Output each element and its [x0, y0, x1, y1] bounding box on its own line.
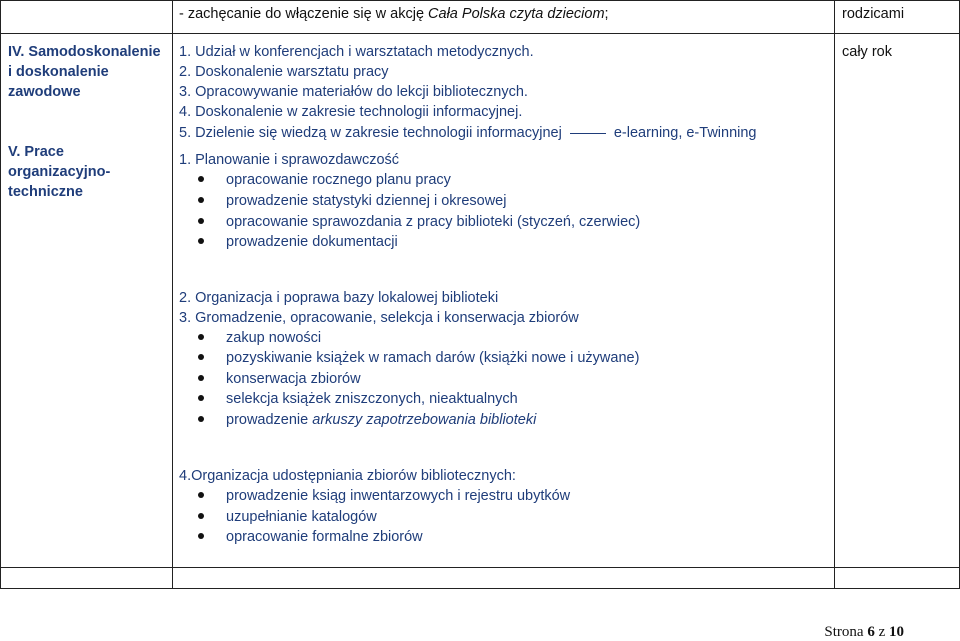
page-number: Strona 6 z 10 [824, 624, 904, 640]
access-header: 4.Organizacja udostępniania zbiorów bibliotecznych: [179, 468, 516, 484]
table-border-left [0, 0, 1, 589]
list-item: konserwacja zbiorów [198, 369, 361, 389]
bullet-icon [198, 533, 204, 539]
table-border-bottom [0, 588, 960, 589]
bullet-icon [198, 395, 204, 401]
list-item: opracowanie rocznego planu pracy [198, 170, 451, 190]
row-divider [0, 33, 960, 34]
list-item: uzupełnianie katalogów [198, 507, 377, 527]
list-item: prowadzenie dokumentacji [198, 232, 398, 252]
bullet-icon [198, 375, 204, 381]
row-divider [0, 567, 960, 568]
list-item: 2. Doskonalenie warsztatu pracy [179, 64, 389, 80]
collect-header: 3. Gromadzenie, opracowanie, selekcja i konserwacja zbiorów [179, 310, 579, 326]
org-header: 2. Organizacja i poprawa bazy lokalowej biblioteki [179, 290, 499, 306]
planning-header: 1. Planowanie i sprawozdawczość [179, 152, 400, 168]
list-item: prowadzenie arkuszy zapotrzebowania biblioteki [198, 410, 536, 430]
bullet-icon [198, 176, 204, 182]
list-item: 1. Udział w konferencjach i warsztatach metodycznych. [179, 44, 534, 60]
bullet-icon [198, 492, 204, 498]
section-label-v: V. Prace organizacyjno-techniczne [8, 144, 111, 200]
list-item: opracowanie sprawozdania z pracy biblioteki (styczeń, czerwiec) [198, 212, 640, 232]
bullet-icon [198, 238, 204, 244]
bullet-icon [198, 513, 204, 519]
audience-cell: rodzicami [842, 6, 905, 22]
table-border-top [0, 0, 960, 1]
column-divider [834, 0, 835, 589]
bullet-icon [198, 354, 204, 360]
list-item: zakup nowości [198, 328, 321, 348]
list-item: 3. Opracowywanie materiałów do lekcji bibliotecznych. [179, 84, 528, 100]
activity-text: - zachęcanie do włączenie się w akcję Cała Polska czyta dzieciom; [179, 6, 609, 22]
list-item: opracowanie formalne zbiorów [198, 527, 423, 547]
list-item: prowadzenie statystyki dziennej i okresowej [198, 191, 506, 211]
term-cell: cały rok [842, 44, 892, 60]
section-label-iv: IV. Samodoskonalenie i doskonalenie zawodowe [8, 44, 161, 100]
bullet-icon [198, 334, 204, 340]
bullet-icon [198, 218, 204, 224]
list-item: pozyskiwanie książek w ramach darów (książki nowe i używane) [198, 348, 639, 368]
list-item: prowadzenie ksiąg inwentarzowych i rejestru ubytków [198, 486, 570, 506]
list-item: 4. Doskonalenie w zakresie technologii informacyjnej. [179, 104, 523, 120]
campaign-name: Cała Polska czyta dzieciom [428, 6, 605, 22]
bullet-icon [198, 197, 204, 203]
column-divider [172, 0, 173, 589]
bullet-icon [198, 416, 204, 422]
list-item: selekcja książek zniszczonych, nieaktualnych [198, 389, 518, 409]
list-item: 5. Dzielenie się wiedzą w zakresie technologii informacyjnej e-learning, e-Twinning [179, 125, 757, 141]
dash-separator [570, 133, 606, 134]
